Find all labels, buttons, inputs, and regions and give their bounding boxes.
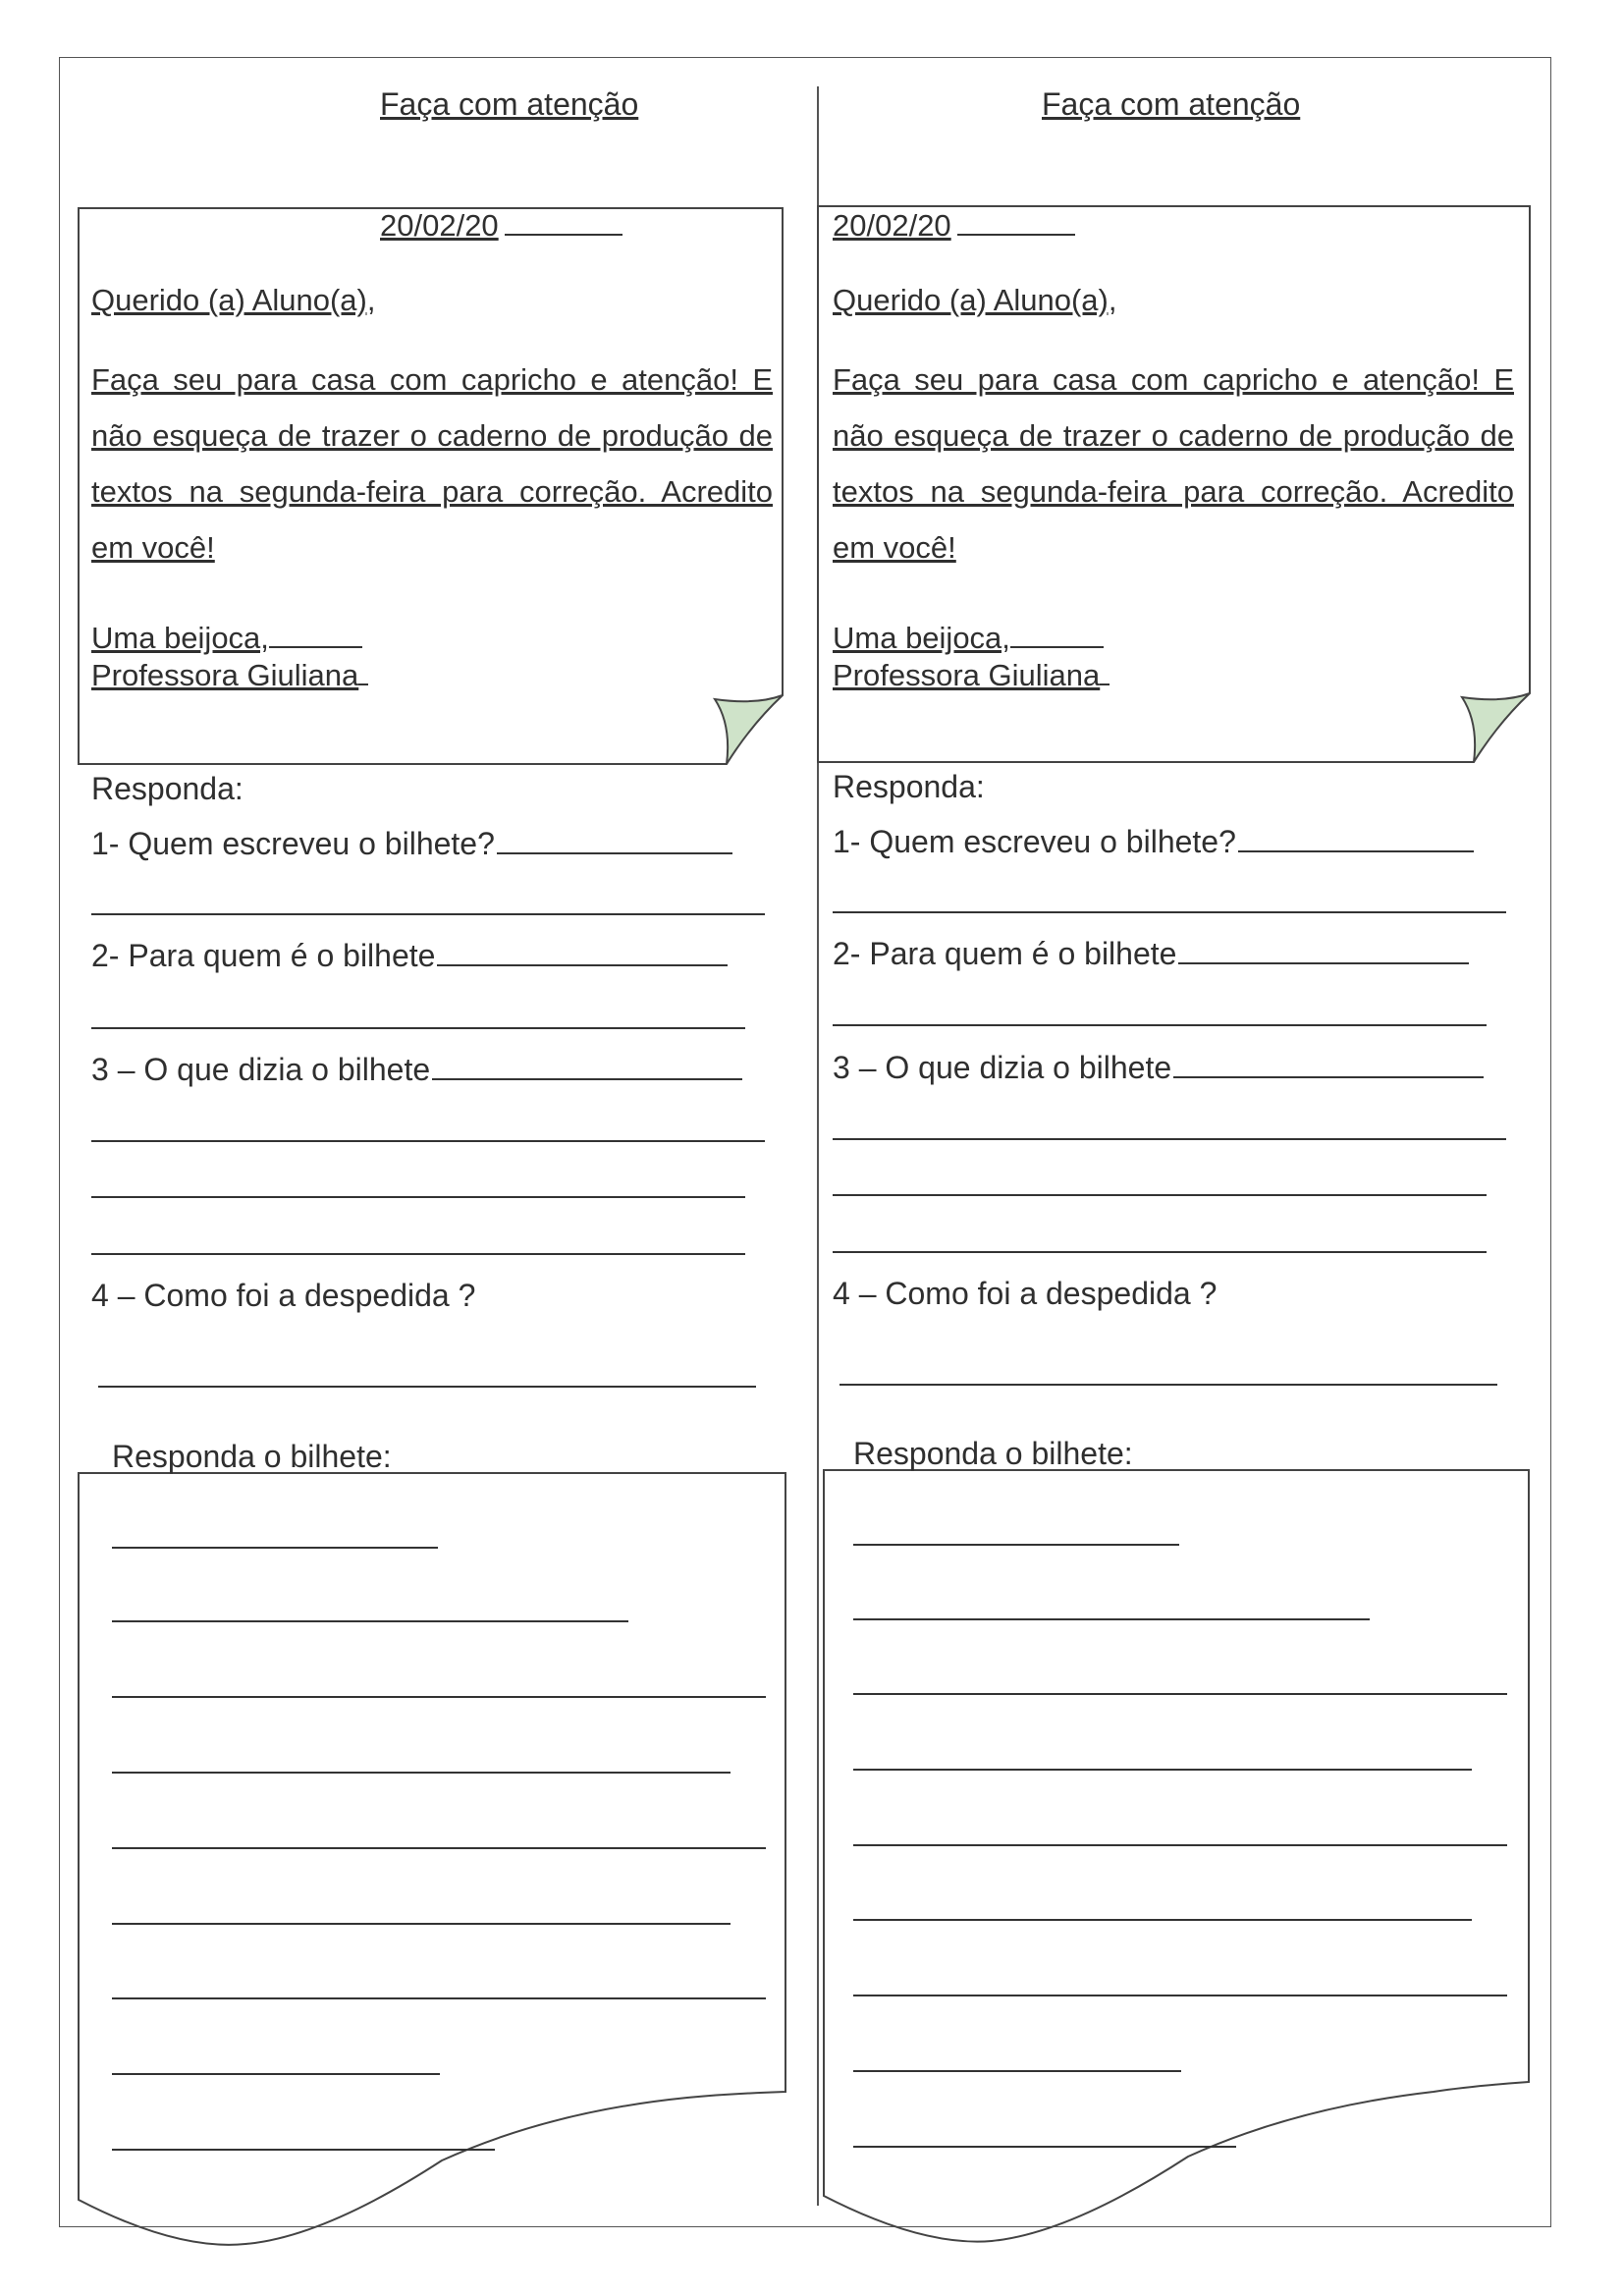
reply-line[interactable] (853, 2146, 1236, 2148)
reply-line[interactable] (853, 1693, 1507, 1695)
note-greeting: Querido (a) Aluno(a), (91, 283, 376, 317)
answer-line[interactable] (833, 1251, 1487, 1253)
reply-line[interactable] (112, 1547, 438, 1549)
reply-line[interactable] (112, 2073, 440, 2075)
note-body: Faça seu para casa com capricho e atenção! E não esqueça de trazer o caderno de produção de textos na segunda-feira para correção. Acredito em você! (91, 362, 773, 565)
answer-line[interactable] (833, 1024, 1487, 1026)
note-date: 20/02/20 (833, 208, 1075, 244)
worksheet-title: Faça com atenção (1042, 86, 1301, 122)
question-1: 1- Quem escreveu o bilhete? (833, 824, 1474, 860)
reply-line[interactable] (112, 2149, 495, 2151)
note-body: Faça seu para casa com capricho e atenção! E não esqueça de trazer o caderno de produção de textos na segunda-feira para correção. Acredito em você! (833, 362, 1514, 565)
answer-line[interactable] (91, 913, 765, 915)
question-1: 1- Quem escreveu o bilhete? (91, 826, 732, 862)
note-signature: Professora Giuliana (91, 658, 368, 693)
reply-line[interactable] (853, 1544, 1179, 1546)
answer-line[interactable] (833, 1138, 1506, 1140)
reply-label: Responda o bilhete: (853, 1436, 1133, 1471)
answer-line[interactable] (91, 1027, 745, 1029)
reply-line[interactable] (853, 1618, 1370, 1620)
worksheet-title: Faça com atenção (380, 86, 639, 122)
reply-line[interactable] (112, 1997, 766, 1999)
answer-line[interactable] (98, 1386, 756, 1388)
note-date: 20/02/20 (380, 208, 623, 244)
question-4: 4 – Como foi a despedida ? (91, 1278, 476, 1313)
answer-line[interactable] (833, 1194, 1487, 1196)
note-closing: Uma beijoca, (833, 621, 1104, 656)
reply-line[interactable] (853, 2070, 1181, 2072)
answer-line[interactable] (839, 1384, 1497, 1386)
questions-heading: Responda: (91, 771, 244, 806)
reply-line[interactable] (853, 1769, 1472, 1771)
answer-line[interactable] (91, 1253, 745, 1255)
reply-line[interactable] (112, 1696, 766, 1698)
reply-line[interactable] (112, 1847, 766, 1849)
note-greeting: Querido (a) Aluno(a), (833, 283, 1117, 317)
reply-line[interactable] (112, 1923, 731, 1925)
answer-line[interactable] (833, 911, 1506, 913)
answer-line[interactable] (91, 1140, 765, 1142)
question-4: 4 – Como foi a despedida ? (833, 1276, 1218, 1311)
question-3: 3 – O que dizia o bilhete (91, 1052, 742, 1088)
worksheet-column-left (0, 0, 785, 2296)
questions-heading: Responda: (833, 769, 985, 804)
worksheet-column-right (741, 0, 1527, 2296)
question-2: 2- Para quem é o bilhete (833, 936, 1469, 972)
note-signature: Professora Giuliana (833, 658, 1110, 693)
reply-line[interactable] (112, 1620, 628, 1622)
question-2: 2- Para quem é o bilhete (91, 938, 728, 974)
note-closing: Uma beijoca, (91, 621, 362, 656)
reply-line[interactable] (853, 1995, 1507, 1996)
reply-line[interactable] (853, 1919, 1472, 1921)
reply-label: Responda o bilhete: (112, 1439, 392, 1474)
reply-line[interactable] (853, 1844, 1507, 1846)
reply-line[interactable] (112, 1772, 731, 1774)
page-curl-icon (1462, 693, 1530, 762)
answer-line[interactable] (91, 1196, 745, 1198)
question-3: 3 – O que dizia o bilhete (833, 1050, 1484, 1086)
